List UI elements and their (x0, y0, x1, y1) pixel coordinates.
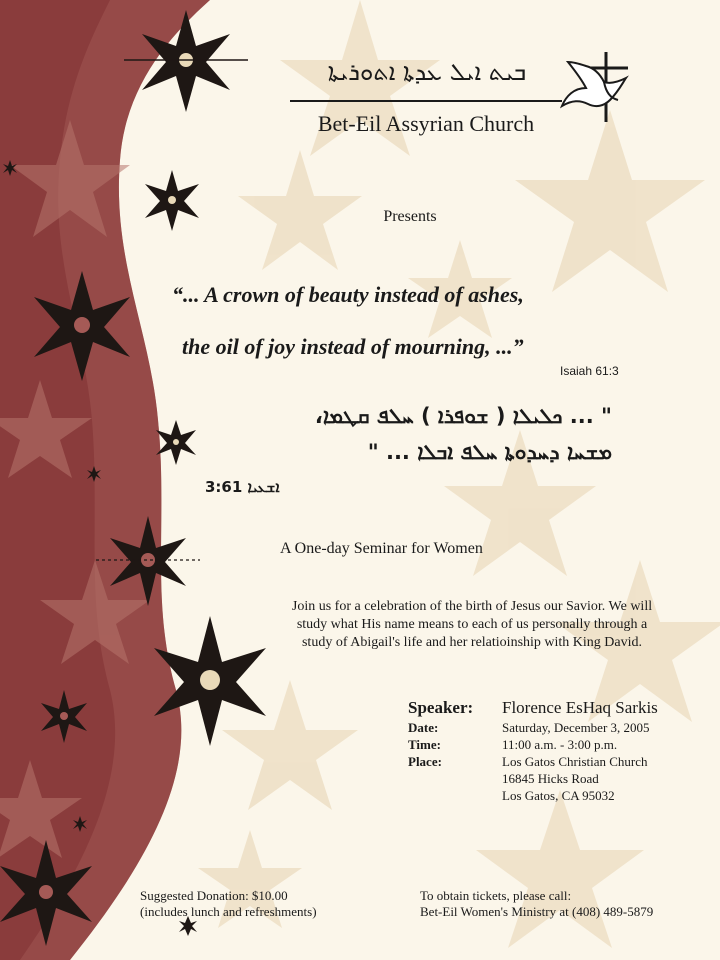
invitation-line: Join us for a celebration of the birth of Jesus our Savior. We will (291, 599, 653, 614)
place-row (408, 770, 658, 787)
date-label: Date: (408, 720, 439, 735)
place-value: Los Gatos Christian Church (502, 754, 648, 769)
donation-info (140, 888, 317, 920)
verse-line-1: “... A crown of beauty instead of ashes, (172, 282, 524, 307)
invitation-text (244, 598, 700, 652)
syriac-verse-line-2: ܡܫܚܐ ܕܚܕܘܬܐ ܚܠܦ ܐܒܠܐ ... " (367, 440, 612, 464)
event-details (408, 697, 658, 804)
verse-line-2: the oil of joy instead of mourning, ...” (182, 334, 524, 359)
speaker-value: Florence EsHaq Sarkis (502, 698, 658, 717)
date-value: Saturday, December 3, 2005 (502, 720, 650, 735)
verse-reference: Isaiah 61:3 (560, 364, 619, 378)
time-value: 11:00 a.m. - 3:00 p.m. (502, 737, 618, 752)
syriac-verse-line-1: " ... ܟܠܝܠܐ ( ܫܘܦܪܐ ) ܚܠܦ ܩܛܡܐ، (314, 404, 612, 428)
invitation-line: study of Abigail's life and her relatioinship with King David. (301, 635, 643, 650)
speaker-label: Speaker: (408, 698, 474, 717)
invitation-line: study what His name means to each of us personally through a (296, 617, 648, 632)
faint-star-icon (476, 790, 644, 948)
place-address: 16845 Hicks Road (502, 771, 599, 786)
dark-star-icon (145, 170, 199, 231)
dark-star-icon (156, 420, 196, 465)
place-row (408, 787, 658, 804)
seminar-title: A One-day Seminar for Women (280, 540, 483, 557)
speaker-row (408, 697, 658, 719)
place-row (408, 753, 658, 770)
donation-note: (includes lunch and refreshments) (140, 904, 317, 919)
ticket-contact: Bet-Eil Women's Ministry at (408) 489-5879 (420, 904, 654, 919)
date-row (408, 719, 658, 736)
dove-cross-logo-icon (560, 48, 632, 126)
church-name: Bet-Eil Assyrian Church (317, 111, 535, 136)
place-city: Los Gatos, CA 95032 (502, 788, 615, 803)
place-label: Place: (408, 754, 442, 769)
faint-star-icon (515, 110, 705, 292)
ticket-info (420, 888, 653, 920)
time-label: Time: (408, 737, 441, 752)
church-name-syriac: ܒܝܬ ܐܝܠ ܥܕܬܐ ܐܬܘܪܝܬܐ (327, 58, 527, 86)
donation-amount: Suggested Donation: $10.00 (140, 888, 288, 903)
syriac-verse-reference: ܐܫܥܝܐ 3:61 (205, 478, 280, 496)
faint-star-pattern (198, 0, 720, 948)
presents-label: Presents (383, 208, 437, 225)
ticket-instructions: To obtain tickets, please call: (420, 888, 572, 903)
header-rule (290, 100, 562, 102)
time-row (408, 736, 658, 753)
